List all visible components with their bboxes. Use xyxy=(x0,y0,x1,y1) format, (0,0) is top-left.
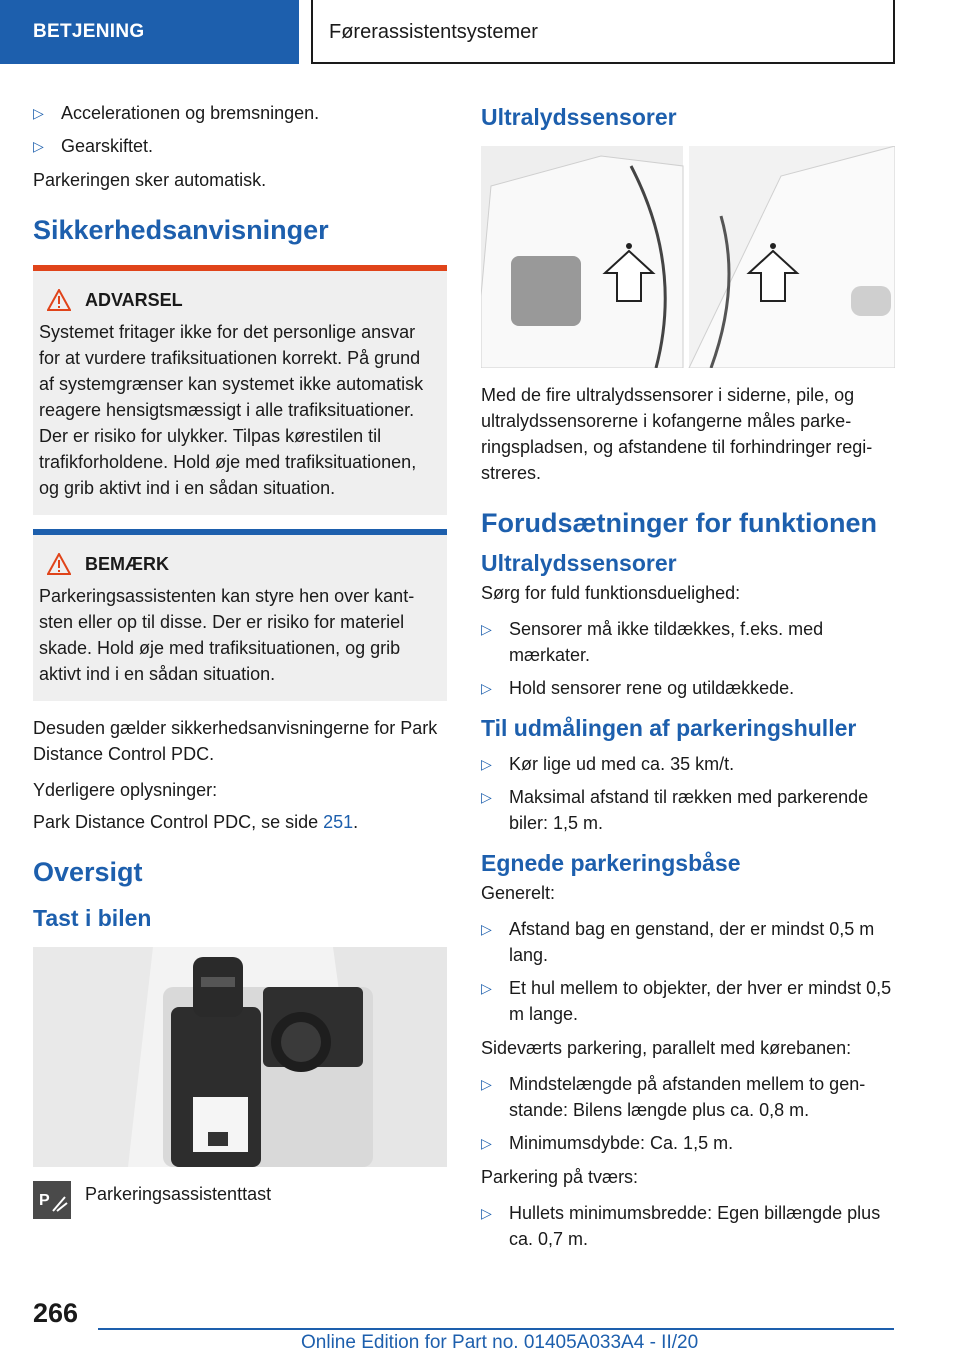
center-console-image xyxy=(33,947,447,1167)
center-console-illustration xyxy=(33,947,447,1167)
notice-title: BEMÆRK xyxy=(85,553,169,574)
parallel-list xyxy=(481,1071,895,1156)
button-caption: Parkeringsassistenttast xyxy=(85,1184,272,1204)
list-item: ▷ Hold sensorer rene og utildækkede. xyxy=(481,675,895,701)
parallel-label: Sideværts parkering, parallelt med kørebanen: xyxy=(481,1038,852,1058)
spaces-heading: Egnede parkeringsbåse xyxy=(481,850,741,876)
intro-text: Parkeringen sker automatisk. xyxy=(33,170,267,190)
measure-heading: Til udmålingen af parkeringshuller xyxy=(481,715,857,741)
edition-footer: Online Edition for Part no. 01405A033A4 - II/20 xyxy=(301,1332,699,1353)
sensor-image xyxy=(481,146,895,368)
triangle-bullet-icon: ▷ xyxy=(481,921,492,937)
general-list xyxy=(481,916,895,1027)
sensors-text: Med de fire ultralydssensorer i siderne, pile, og ultralydssensorerne i kofangerne måles parkeringspladsen, og afstandene til forhindringer registreres. xyxy=(481,385,873,483)
list-item: ▷ Hullets minimumsbredde: Egen billængde plus ca. 0,7 m. xyxy=(481,1200,895,1252)
perp-label: Parkering på tværs: xyxy=(481,1167,639,1187)
list-item: ▷ Accelerationen og bremsningen. xyxy=(33,100,447,126)
general-label: Generelt: xyxy=(481,883,556,903)
list-item: ▷ Maksimal afstand til rækken med parkerende biler: 1,5 m. xyxy=(481,784,895,836)
triangle-bullet-icon: ▷ xyxy=(481,621,492,637)
intro-list xyxy=(33,100,447,159)
warning-triangle-icon xyxy=(47,289,71,311)
notice-box xyxy=(33,529,447,701)
list-item: ▷ Et hul mellem to objekter, der hver er mindst 0,5 m lange. xyxy=(481,975,895,1027)
triangle-bullet-icon: ▷ xyxy=(481,1205,492,1221)
button-heading: Tast i bilen xyxy=(33,905,152,931)
page-link[interactable]: 251 xyxy=(323,812,354,832)
triangle-bullet-icon: ▷ xyxy=(33,138,44,154)
page-number: 266 xyxy=(33,1298,79,1328)
warning-box xyxy=(33,265,447,515)
warning-text: Systemet fritager ikke for det personlige ansvar for at vurdere trafiksituationen korrekt. På grund af systemgrænser kan systemet ikke automatisk reagere hensigtsmæssigt i alle trafiksituationer. Der er risiko for ulykker. Tilpas kørestilen til trafikforholdene. Hold øje med trafiksituationen, og grib aktivt ind i en sådan situation. xyxy=(39,322,424,498)
measure-list xyxy=(481,751,895,836)
prereq-heading: Forudsætninger for funktionen xyxy=(481,508,877,538)
right-column xyxy=(481,100,895,1260)
overview-heading: Oversigt xyxy=(33,857,143,887)
more-info-text: Yderligere oplysninger: xyxy=(33,780,218,800)
parking-assistant-icon xyxy=(33,1181,71,1219)
section-tab: BETJENING xyxy=(0,0,299,64)
svg-text:P: P xyxy=(39,1192,50,1209)
notice-text: Parkeringsassistenten kan styre hen over kantsten eller op til disse. Der er risiko for materiel skade. Hold øje med trafiksituationen, og grib aktivt ind i en sådan situation. xyxy=(39,586,415,684)
safety-heading: Sikkerhedsanvisninger xyxy=(33,215,329,245)
triangle-bullet-icon: ▷ xyxy=(33,105,44,121)
list-item: ▷ Sensorer må ikke tildækkes, f.eks. med mærkater. xyxy=(481,616,895,668)
list-item: ▷ Mindstelængde på afstanden mellem to genstande: Bilens længde plus ca. 0,8 m. xyxy=(481,1071,895,1123)
left-column xyxy=(33,100,447,1219)
sensor-illustration xyxy=(481,146,895,368)
prereq-list xyxy=(481,616,895,701)
list-item: ▷ Kør lige ud med ca. 35 km/t. xyxy=(481,751,895,777)
prereq-text: Sørg for fuld funktionsduelighed: xyxy=(481,583,741,603)
warning-title: ADVARSEL xyxy=(85,289,183,310)
after-notes-text: Desuden gælder sikkerhedsanvisningerne for Park Distance Control PDC. xyxy=(33,718,438,764)
triangle-bullet-icon: ▷ xyxy=(481,1076,492,1092)
list-item: ▷ Minimumsdybde: Ca. 1,5 m. xyxy=(481,1130,895,1156)
triangle-bullet-icon: ▷ xyxy=(481,789,492,805)
warning-triangle-icon xyxy=(47,553,71,575)
pdc-reference: Park Distance Control PDC, se side 251. xyxy=(33,812,359,832)
footer-divider xyxy=(98,1328,894,1330)
figure-legend xyxy=(33,1181,447,1219)
triangle-bullet-icon: ▷ xyxy=(481,680,492,696)
triangle-bullet-icon: ▷ xyxy=(481,1135,492,1151)
list-item: ▷ Afstand bag en genstand, der er mindst 0,5 m lang. xyxy=(481,916,895,968)
triangle-bullet-icon: ▷ xyxy=(481,980,492,996)
sensors-heading: Ultralydssensorer xyxy=(481,104,677,130)
list-item: ▷ Gearskiftet. xyxy=(33,133,447,159)
perp-list xyxy=(481,1200,895,1252)
chapter-title: Førerassistentsystemer xyxy=(311,0,895,64)
prereq-subheading: Ultralydssensorer xyxy=(481,550,677,576)
triangle-bullet-icon: ▷ xyxy=(481,756,492,772)
